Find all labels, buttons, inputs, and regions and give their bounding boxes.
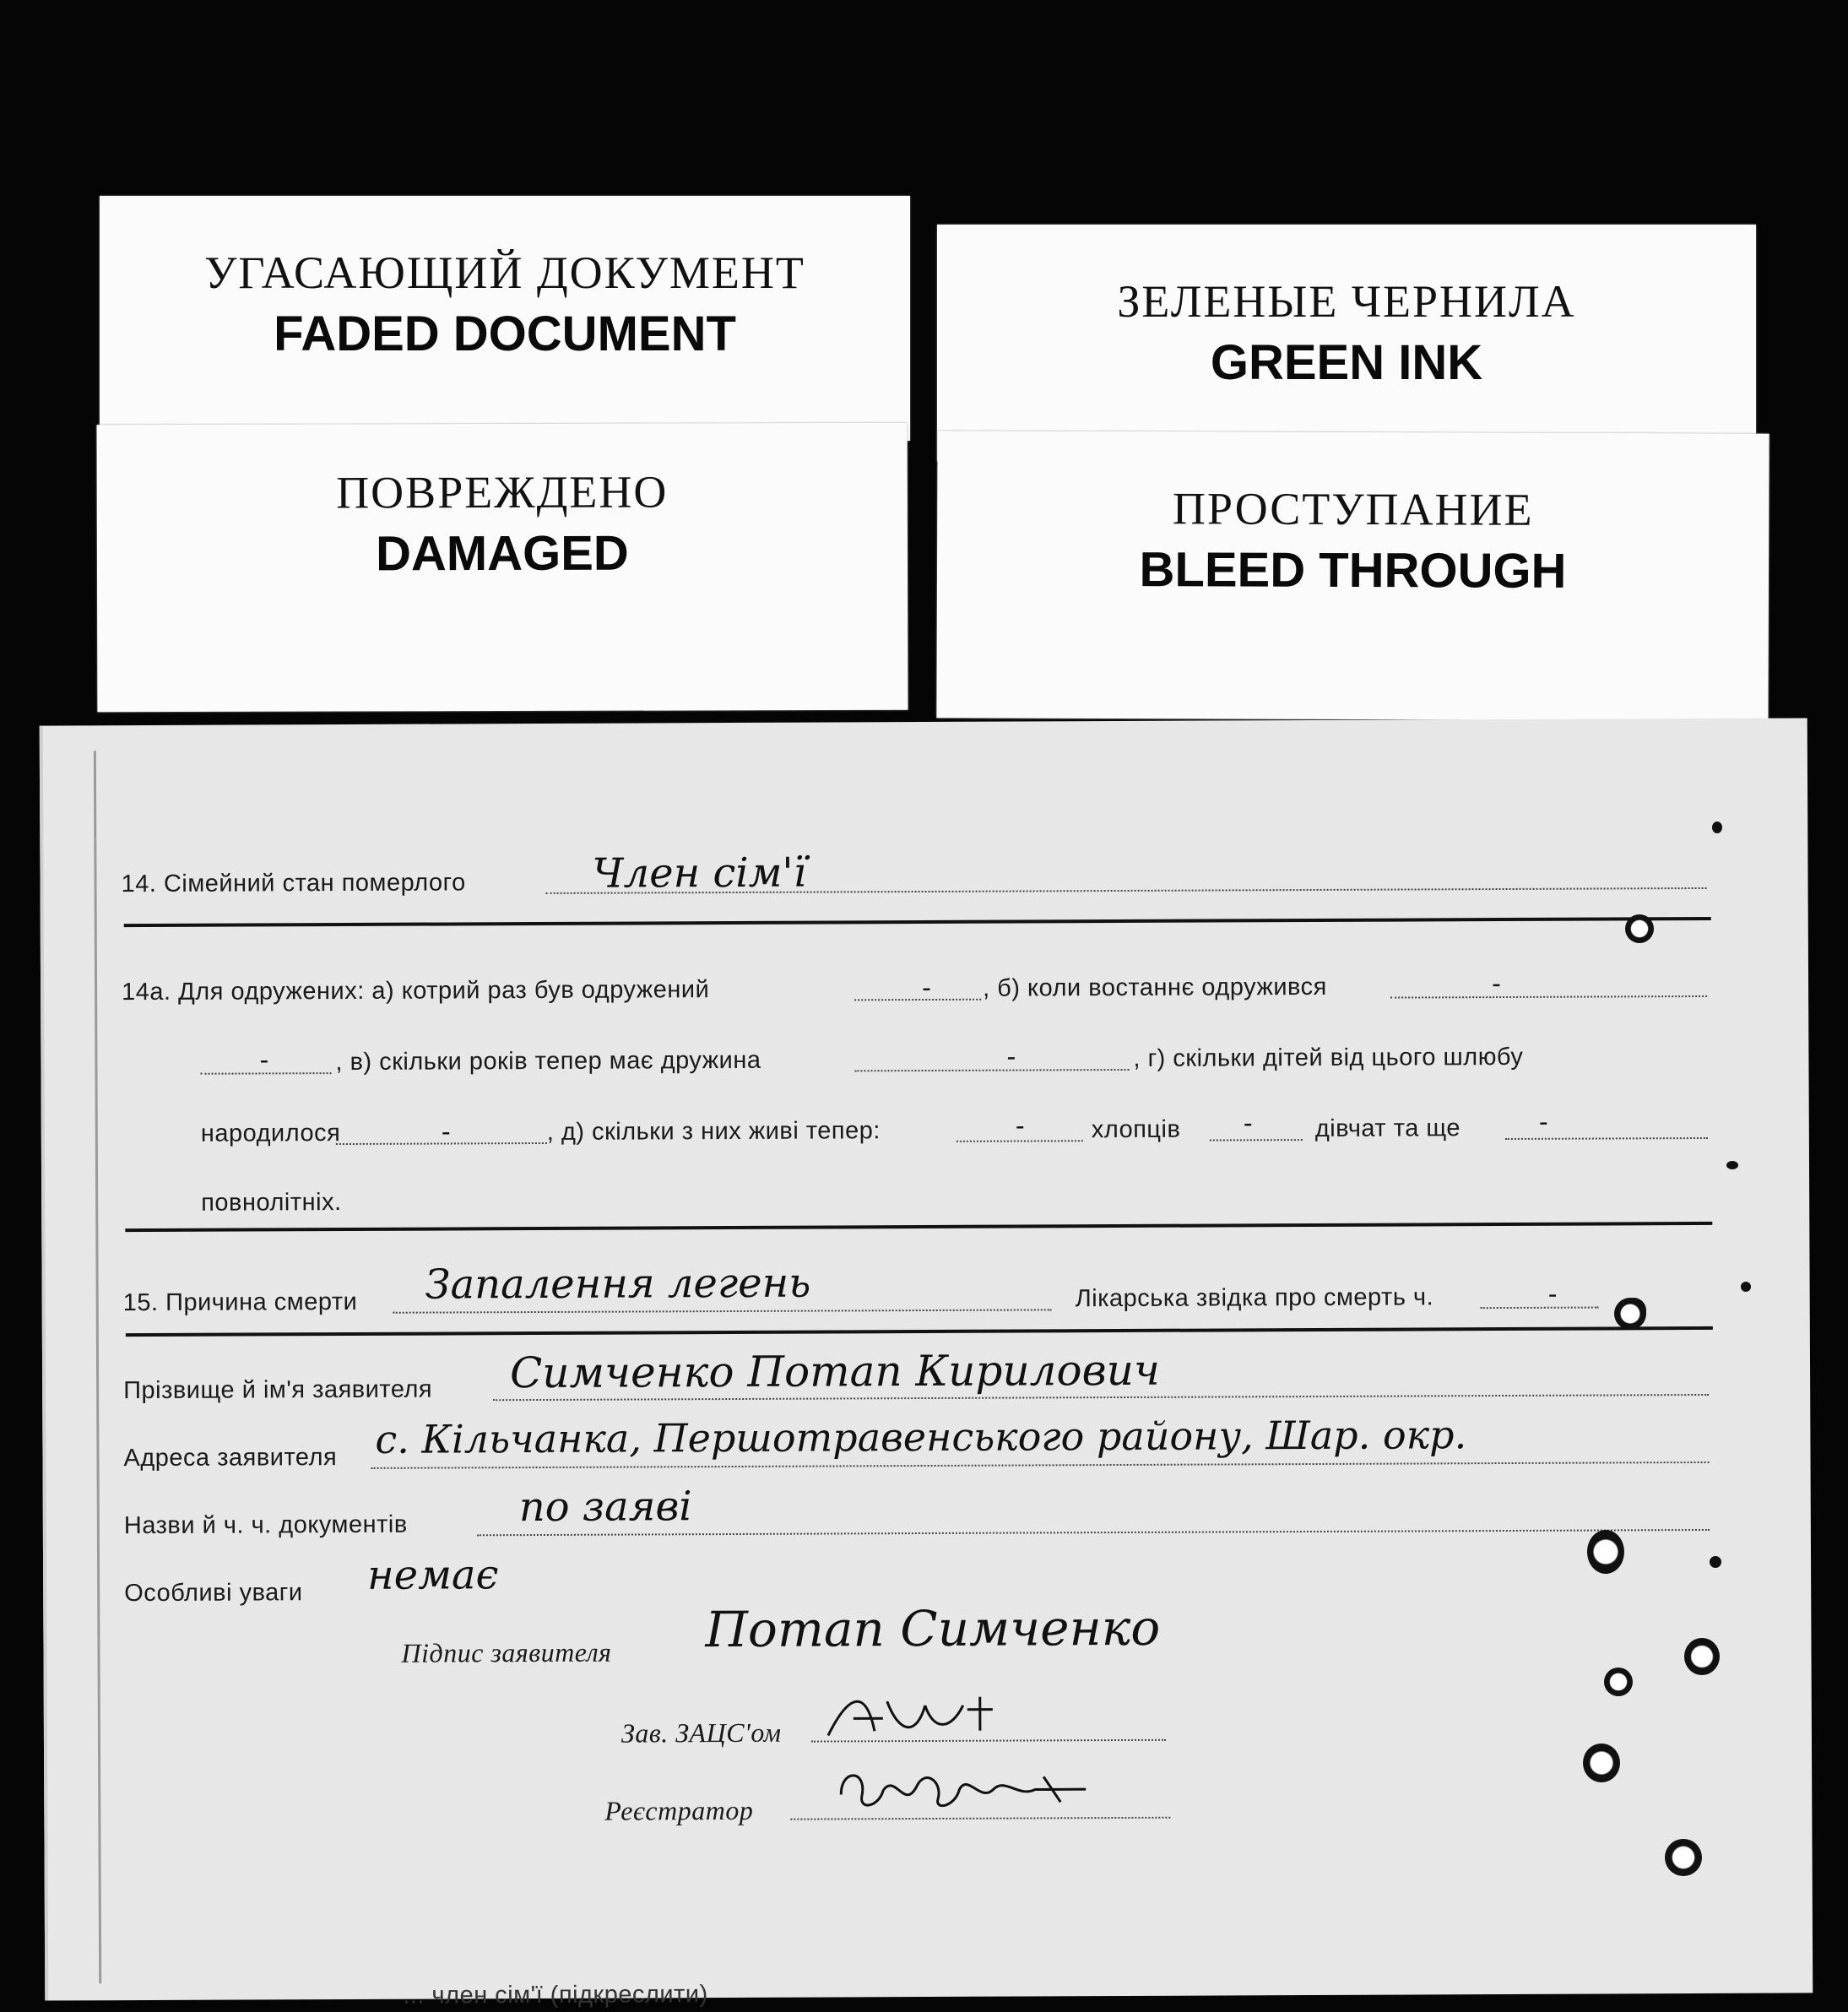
edge-speck [1710, 1556, 1721, 1568]
applicant-address-line [371, 1462, 1710, 1469]
bleed-through-label-en: BLEED THROUGH [1139, 542, 1567, 599]
damaged-label-ru: ПОВРЕЖДЕНО [336, 466, 669, 518]
married-count-label: 14а. Для одружених: а) котрий раз був одружений [122, 976, 710, 1006]
born-label: народилося [200, 1120, 341, 1147]
damaged-label-en: DAMAGED [376, 525, 629, 582]
registrar-signature [832, 1755, 1103, 1819]
medical-certificate-value: - [1547, 1279, 1558, 1310]
faded-label-en: FADED DOCUMENT [274, 306, 736, 361]
applicant-address-label: Адреса заявителя [123, 1444, 338, 1472]
applicant-name-value: Симченко Потап Кирилович [509, 1345, 1161, 1398]
applicant-address-value: с. Кільчанка, Першотравенського району, Шар. окр. [375, 1412, 1467, 1462]
married-count-line [854, 999, 981, 1001]
green-ink-label-en: GREEN INK [1210, 335, 1483, 390]
zags-head-label: Зав. ЗАЦС'ом [621, 1716, 782, 1749]
alive-label: , д) скільки з них живі тепер: [546, 1117, 881, 1146]
documents-label: Назви й ч. ч. документів [123, 1510, 408, 1540]
footer-cut-text: ... член сім'ї (підкреслити) [403, 1981, 708, 2009]
registrar-label: Реєстратор [604, 1794, 754, 1826]
alive-value: - [1015, 1111, 1025, 1142]
cause-of-death-label: 15. Причина смерти [122, 1288, 358, 1317]
last-married-value-2: - [259, 1045, 269, 1076]
girls-line [1505, 1137, 1708, 1140]
married-count-value: - [922, 973, 931, 1004]
fold-line [94, 751, 101, 1983]
notes-value: немає [366, 1551, 499, 1599]
girls-value: - [1538, 1107, 1548, 1137]
edge-speck [1726, 1161, 1738, 1169]
born-value: - [441, 1117, 451, 1147]
damage-hole [1625, 914, 1654, 943]
bleed-through-card [936, 431, 1769, 720]
damage-hole [1684, 1638, 1720, 1675]
zags-head-signature [824, 1684, 1018, 1744]
boys-value: - [1243, 1109, 1253, 1139]
last-married-line [1390, 995, 1707, 999]
wife-age-value: - [1006, 1042, 1016, 1072]
green-ink-card [937, 225, 1756, 461]
boys-line [1210, 1139, 1303, 1141]
last-married-label: , б) коли востаннє одружився [983, 973, 1327, 1002]
medical-certificate-label: Лікарська звідка про смерть ч. [1075, 1283, 1434, 1313]
applicant-name-label: Прізвище й ім'я заявителя [123, 1375, 433, 1405]
damage-hole [1583, 1744, 1620, 1782]
minors-label: повнолітніх. [201, 1189, 342, 1217]
edge-speck [1712, 822, 1722, 833]
bleed-through-label-ru: ПРОСТУПАНИЕ [1172, 483, 1534, 535]
death-record-form [40, 718, 1813, 2009]
section-rule-2 [125, 1222, 1712, 1232]
damaged-card [97, 423, 908, 713]
applicant-signature-label: Підпис заявителя [401, 1636, 612, 1668]
applicant-signature: Потап Симченко [705, 1598, 1161, 1659]
boys-label: хлопців [1091, 1115, 1181, 1144]
edge-speck [1741, 1282, 1751, 1292]
marital-status-label: 14. Сімейний стан померлого [121, 869, 466, 898]
section-rule-3 [126, 1326, 1713, 1337]
children-born-label: , г) скільки дітей від цього шлюбу [1133, 1043, 1524, 1072]
damage-hole [1587, 1530, 1624, 1574]
last-married-value: - [1491, 969, 1501, 1000]
notes-label: Особливі уваги [124, 1579, 303, 1608]
faded-document-card [100, 196, 910, 441]
damage-hole [1665, 1839, 1702, 1876]
wife-age-label: , в) скільки років тепер має дружина [335, 1046, 761, 1077]
marital-status-value: Член сім'ї [592, 849, 807, 898]
documents-value: по заяві [518, 1483, 692, 1532]
damage-hole [1614, 1298, 1646, 1330]
girls-label: дівчат та ще [1314, 1114, 1461, 1142]
green-ink-label-ru: ЗЕЛЕНЫЕ ЧЕРНИЛА [1117, 276, 1576, 327]
damage-hole [1604, 1668, 1633, 1696]
section-rule-1 [124, 917, 1711, 927]
medical-certificate-line [1481, 1307, 1599, 1310]
wife-age-line [855, 1069, 1130, 1071]
faded-label-ru: УГАСАЮЩИЙ ДОКУМЕНТ [204, 247, 805, 298]
cause-of-death-line [393, 1309, 1052, 1313]
cause-of-death-value: Запалення легень [425, 1259, 811, 1309]
